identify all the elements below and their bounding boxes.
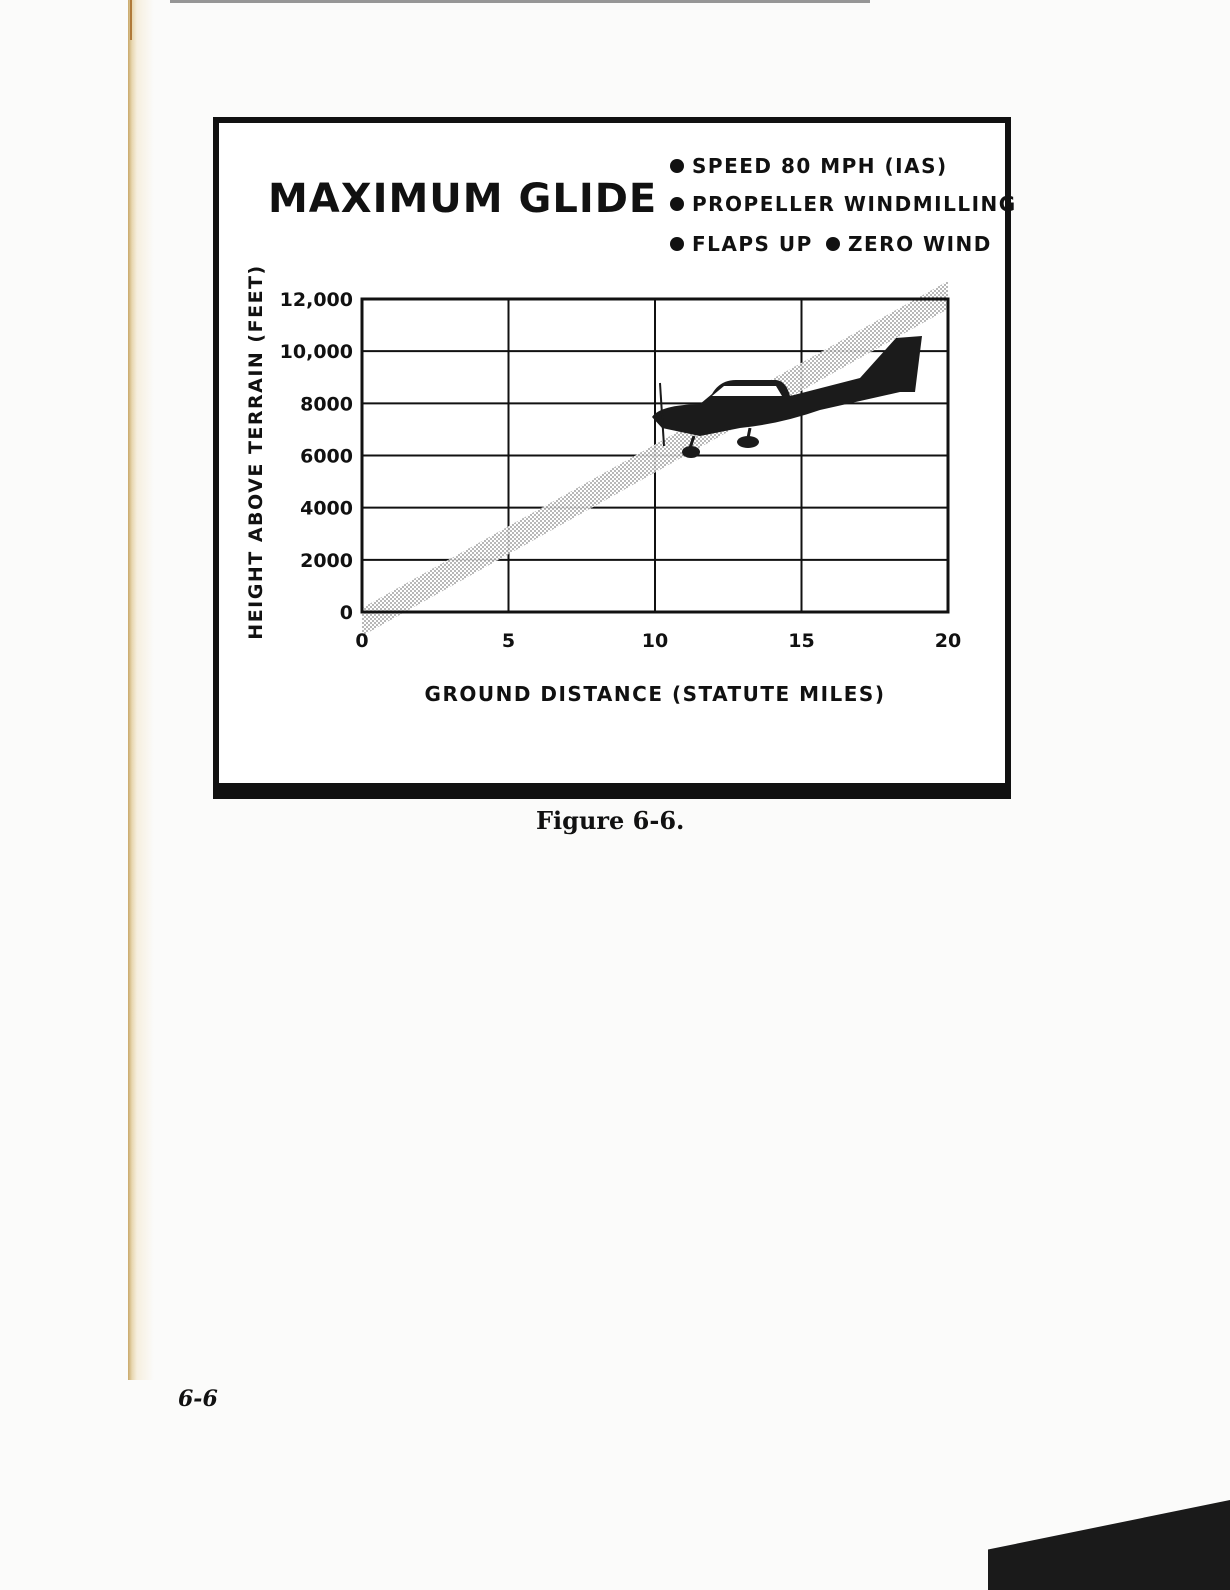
y-tick-label: 2000	[300, 549, 353, 572]
condition-label: ZERO WIND	[848, 232, 992, 256]
y-tick-label: 4000	[300, 497, 353, 520]
page-number: 6-6	[178, 1386, 218, 1412]
condition-label: SPEED 80 MPH (IAS)	[692, 154, 948, 178]
x-tick-label: 0	[355, 630, 369, 652]
y-tick-label: 10,000	[279, 341, 353, 364]
y-axis-label: HEIGHT ABOVE TERRAIN (FEET)	[245, 264, 267, 640]
y-tick-label: 6000	[300, 445, 353, 468]
figure-caption: Figure 6-6.	[536, 806, 685, 835]
condition-label: PROPELLER WINDMILLING	[692, 192, 1017, 216]
x-tick-label: 20	[934, 630, 962, 652]
x-axis-label: GROUND DISTANCE (STATUTE MILES)	[424, 682, 886, 706]
x-tick-label: 15	[788, 630, 815, 652]
airplane-icon	[652, 336, 922, 458]
x-tick-label: 5	[501, 630, 516, 652]
y-tick-label: 12,000	[279, 289, 353, 311]
chart-title: MAXIMUM GLIDE	[268, 176, 658, 222]
condition-label: FLAPS UP	[692, 232, 813, 256]
y-tick-label: 0	[339, 602, 353, 624]
y-tick-label: 8000	[300, 393, 353, 416]
x-tick-label: 10	[641, 630, 669, 652]
